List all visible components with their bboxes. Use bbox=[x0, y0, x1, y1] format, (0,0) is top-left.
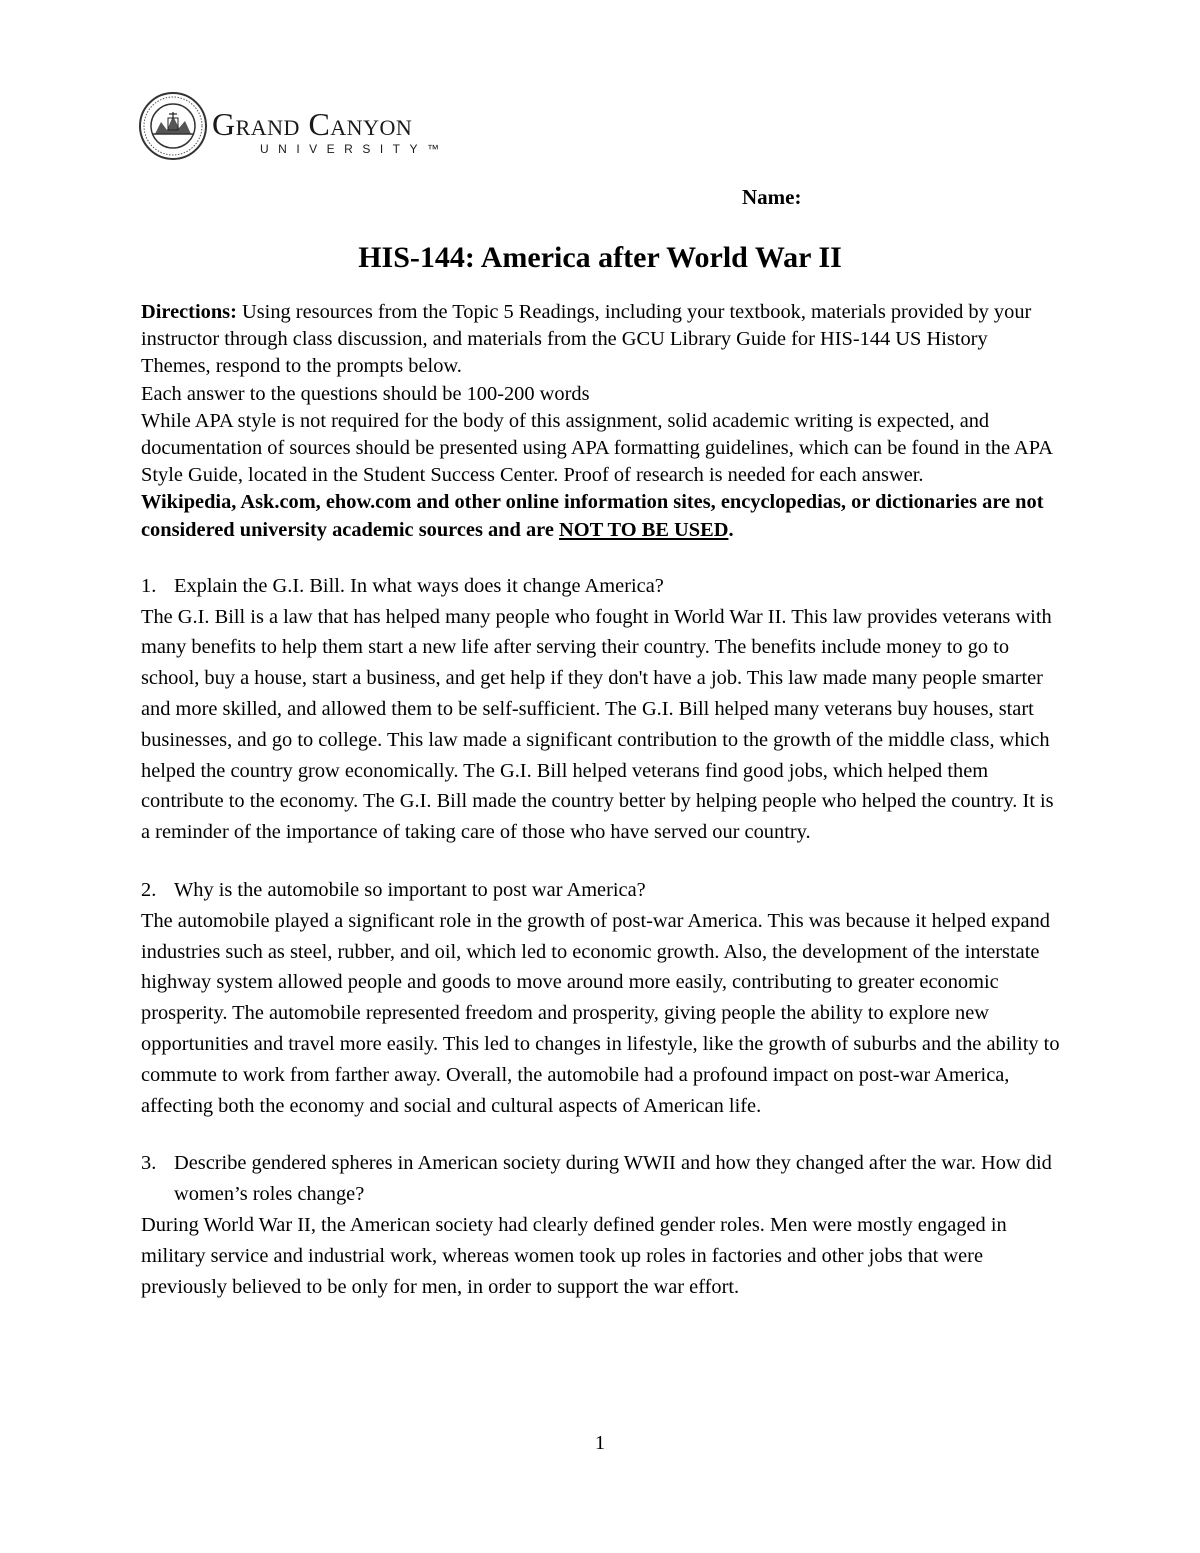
warning-text: Wikipedia, Ask.com, ehow.com and other online information sites, encyclopedias, or dictionaries are not considered university academic sources and are bbox=[141, 491, 1044, 541]
name-label: Name: bbox=[742, 185, 802, 209]
page-number: 1 bbox=[594, 1432, 606, 1454]
directions-text: Using resources from the Topic 5 Readings, including your textbook, materials provided by your instructor through class discussion, and materials from the GCU Library Guide for HIS-144 US History Themes, respond to the prompts below. bbox=[141, 301, 1032, 378]
answer-1: The G.I. Bill is a law that has helped many people who fought in World War II. This law provides veterans with many benefits to help them start a new life after serving their country. The benefits include money to go to school, buy a house, start a business, and get help if they don't have a job. This law made many people smarter and more skilled, and allowed them to be self-sufficient. The G.I. Bill helped many veterans buy houses, start businesses, and go to college. This law made a significant contribution to the growth of the middle class, which helped the country grow economically. The G.I. Bill helped veterans find good jobs, which helped them contribute to the economy. The G.I. Bill made the country better by helping people who helped the country. It is a reminder of the importance of taking care of those who have served our country. bbox=[141, 605, 1054, 844]
question-number: 2. bbox=[141, 879, 157, 901]
logo-subtitle: UNIVERSITY™ bbox=[260, 142, 449, 156]
directions-paragraph bbox=[141, 299, 1061, 381]
spacer bbox=[141, 544, 1061, 571]
question-2 bbox=[141, 875, 1061, 906]
word-count-instruction: Each answer to the questions should be 100-200 words bbox=[141, 382, 590, 405]
directions-label: Directions: bbox=[141, 301, 237, 323]
spacer bbox=[141, 848, 1061, 875]
question-3 bbox=[141, 1148, 1061, 1210]
question-number: 3. bbox=[141, 1152, 157, 1175]
question-prompt: Describe gendered spheres in American society during WWII and how they changed after the war. How did women’s roles change? bbox=[174, 1152, 1052, 1206]
answer-3: During World War II, the American society had clearly defined gender roles. Men were mostly engaged in military service and industrial work, whereas women took up roles in factories and other jobs that were previously believed to be only for men, in order to support the war effort. bbox=[141, 1213, 1007, 1298]
document-title: HIS-144: America after World War II bbox=[358, 241, 842, 274]
question-prompt: Why is the automobile so important to post war America? bbox=[174, 879, 646, 901]
question-1 bbox=[141, 571, 1061, 602]
question-number: 1. bbox=[141, 574, 157, 597]
spacer bbox=[141, 1121, 1061, 1148]
sources-warning bbox=[141, 489, 1061, 543]
answer-2: The automobile played a significant role in the growth of post-war America. This was because it helped expand industries such as steel, rubber, and oil, which led to economic growth. Also, the development of the interstate highway system allowed people and goods to move around more easily, contributing to greater economic prosperity. The automobile represented freedom and prosperity, giving people the ability to explore new opportunities and travel more easily. This led to changes in lifestyle, like the growth of suburbs and the ability to commute to work from farther away. Overall, the automobile had a profound impact on post-war America, affecting both the economy and social and cultural aspects of American life. bbox=[141, 909, 1060, 1117]
apa-instruction: While APA style is not required for the body of this assignment, solid academic writing is expected, and documentation of sources should be presented using APA formatting guidelines, which can be found in the APA Style Guide, located in the Student Success Center. Proof of research is needed for each answer. bbox=[141, 409, 1052, 487]
question-prompt: Explain the G.I. Bill. In what ways does it change America? bbox=[174, 574, 664, 597]
university-seal-icon bbox=[138, 88, 208, 164]
document-body bbox=[141, 299, 1061, 1302]
logo-wordmark: Grand Canyon bbox=[212, 106, 413, 142]
warning-underlined: NOT TO BE USED bbox=[559, 518, 729, 541]
warning-end: . bbox=[728, 518, 734, 541]
university-logo bbox=[138, 88, 458, 164]
